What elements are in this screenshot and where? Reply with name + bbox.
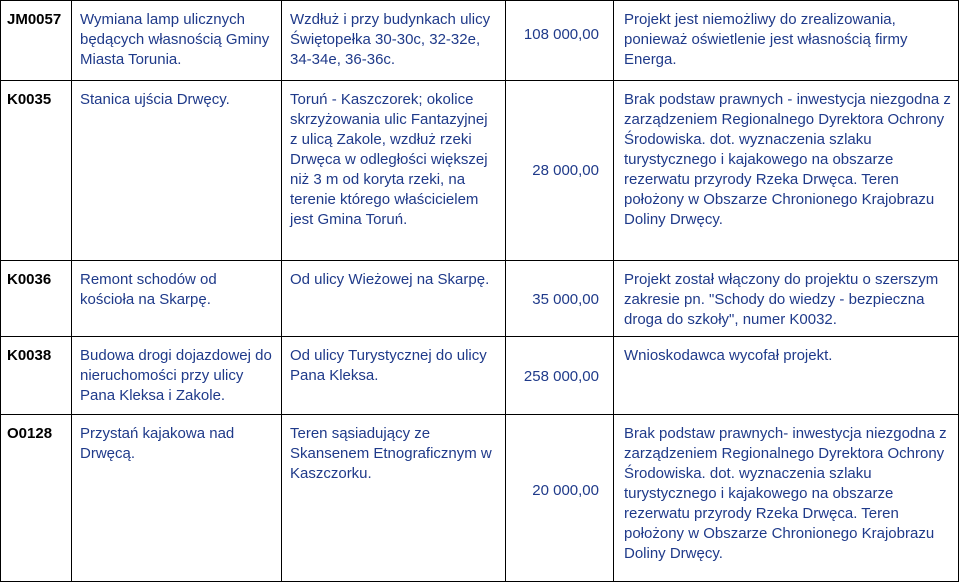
project-name: Przystań kajakowa nad Drwęcą. [72, 415, 282, 582]
project-code: K0035 [1, 81, 72, 261]
project-name: Stanica ujścia Drwęcy. [72, 81, 282, 261]
project-location: Toruń - Kaszczorek; okolice skrzyżowania ulic Fantazyjnej z ulicą Zakole, wzdłuż rzeki Drwęca w odległości większej niż 3 m od koryta rzeki, na terenie którego właścicielem jest Gmina Toruń. [282, 81, 506, 261]
project-location: Wzdłuż i przy budynkach ulicy Świętopełka 30-30c, 32-32e, 34-34e, 36-36c. [282, 1, 506, 81]
project-amount: 20 000,00 [506, 415, 614, 582]
project-code: JM0057 [1, 1, 72, 81]
project-code: K0036 [1, 261, 72, 337]
project-location: Od ulicy Turystycznej do ulicy Pana Kleksa. [282, 337, 506, 415]
project-note: Wnioskodawca wycofał projekt. [614, 337, 959, 415]
project-name: Budowa drogi dojazdowej do nieruchomości przy ulicy Pana Kleksa i Zakole. [72, 337, 282, 415]
project-name: Wymiana lamp ulicznych będących własnością Gminy Miasta Torunia. [72, 1, 282, 81]
project-name: Remont schodów od kościoła na Skarpę. [72, 261, 282, 337]
project-location: Od ulicy Wieżowej na Skarpę. [282, 261, 506, 337]
project-location: Teren sąsiadujący ze Skansenem Etnograficznym w Kaszczorku. [282, 415, 506, 582]
table-row [1, 81, 959, 261]
project-amount: 108 000,00 [506, 1, 614, 81]
project-note: Projekt został włączony do projektu o szerszym zakresie pn. "Schody do wiedzy - bezpieczna droga do szkoły", numer K0032. [614, 261, 959, 337]
table-row [1, 1, 959, 81]
project-amount: 258 000,00 [506, 337, 614, 415]
project-code: O0128 [1, 415, 72, 582]
table-row [1, 415, 959, 582]
table-row [1, 337, 959, 415]
project-amount: 28 000,00 [506, 81, 614, 261]
project-code: K0038 [1, 337, 72, 415]
table-row [1, 261, 959, 337]
project-note: Brak podstaw prawnych - inwestycja niezgodna z zarządzeniem Regionalnego Dyrektora Ochrony Środowiska. dot. wyznaczenia szlaku turystycznego i kajakowego na obszarze rezerwatu przyrody Rzeka Drwęca. Teren położony w Obszarze Chronionego Krajobrazu Doliny Drwęcy. [614, 81, 959, 261]
project-note: Projekt jest niemożliwy do zrealizowania, ponieważ oświetlenie jest własnością firmy Energa. [614, 1, 959, 81]
project-note: Brak podstaw prawnych- inwestycja niezgodna z zarządzeniem Regionalnego Dyrektora Ochrony Środowiska. dot. wyznaczenia szlaku turystycznego i kajakowego na obszarze rezerwatu przyrody Rzeka Drwęca. Teren położony w Obszarze Chronionego Krajobrazu Doliny Drwęcy. [614, 415, 959, 582]
project-amount: 35 000,00 [506, 261, 614, 337]
